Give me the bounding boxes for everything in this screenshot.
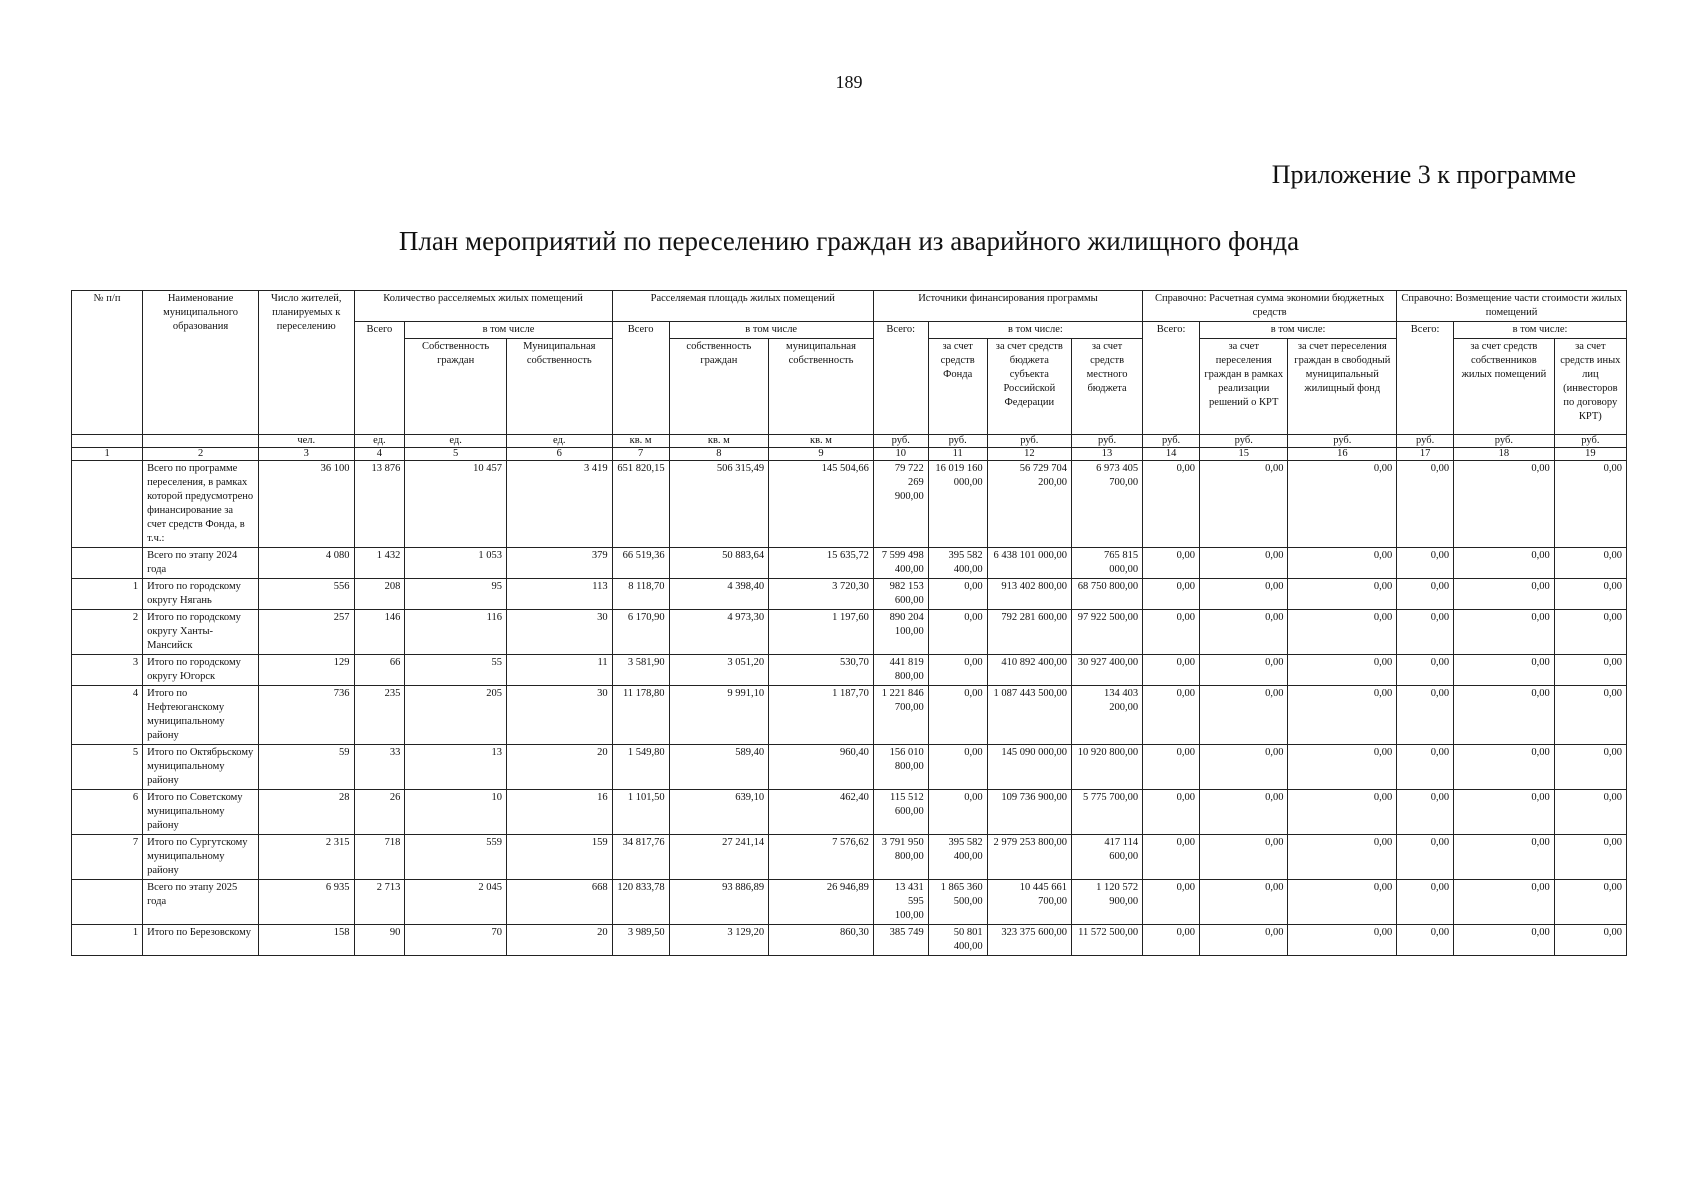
value-cell: 208 bbox=[354, 579, 405, 610]
header-num: № п/п bbox=[72, 291, 143, 435]
value-cell: 27 241,14 bbox=[669, 835, 769, 880]
unit-cell: руб. bbox=[928, 435, 987, 448]
value-cell: 0,00 bbox=[1143, 745, 1200, 790]
header-finance-group: Источники финансирования программы bbox=[873, 291, 1142, 322]
column-number: 19 bbox=[1554, 448, 1626, 461]
unit-cell: руб. bbox=[1554, 435, 1626, 448]
value-cell: 20 bbox=[506, 925, 612, 956]
value-cell: 0,00 bbox=[1288, 880, 1397, 925]
value-cell: 4 398,40 bbox=[669, 579, 769, 610]
value-cell: 556 bbox=[258, 579, 354, 610]
value-cell: 410 892 400,00 bbox=[987, 655, 1071, 686]
municipality-name-cell: Итого по Сургутскому муниципальному району bbox=[143, 835, 259, 880]
row-number-cell: 5 bbox=[72, 745, 143, 790]
value-cell: 50 801 400,00 bbox=[928, 925, 987, 956]
value-cell: 79 722 269 900,00 bbox=[873, 461, 928, 548]
unit-cell: ед. bbox=[506, 435, 612, 448]
municipality-name-cell: Итого по Березовскому bbox=[143, 925, 259, 956]
column-number: 10 bbox=[873, 448, 928, 461]
header-fund: за счет средств Фонда bbox=[928, 339, 987, 435]
value-cell: 0,00 bbox=[1454, 880, 1555, 925]
value-cell: 20 bbox=[506, 745, 612, 790]
value-cell: 6 438 101 000,00 bbox=[987, 548, 1071, 579]
value-cell: 6 170,90 bbox=[612, 610, 669, 655]
value-cell: 16 019 160 000,00 bbox=[928, 461, 987, 548]
header-residents: Число жителей, планируемых к переселению bbox=[258, 291, 354, 435]
column-number: 9 bbox=[769, 448, 874, 461]
value-cell: 145 090 000,00 bbox=[987, 745, 1071, 790]
value-cell: 30 bbox=[506, 686, 612, 745]
column-number: 17 bbox=[1397, 448, 1454, 461]
value-cell: 1 221 846 700,00 bbox=[873, 686, 928, 745]
value-cell: 134 403 200,00 bbox=[1071, 686, 1142, 745]
value-cell: 0,00 bbox=[1397, 610, 1454, 655]
header-area-municipal: муниципальная собственность bbox=[769, 339, 874, 435]
value-cell: 11 572 500,00 bbox=[1071, 925, 1142, 956]
value-cell: 66 bbox=[354, 655, 405, 686]
value-cell: 441 819 800,00 bbox=[873, 655, 928, 686]
value-cell: 0,00 bbox=[1454, 686, 1555, 745]
value-cell: 3 419 bbox=[506, 461, 612, 548]
unit-cell bbox=[72, 435, 143, 448]
unit-cell: ед. bbox=[405, 435, 507, 448]
header-compensation-including: в том числе: bbox=[1454, 322, 1627, 339]
value-cell: 0,00 bbox=[1200, 790, 1288, 835]
value-cell: 0,00 bbox=[1200, 686, 1288, 745]
header-area-total: Всего bbox=[612, 322, 669, 435]
column-number: 11 bbox=[928, 448, 987, 461]
table-row bbox=[72, 610, 1627, 655]
value-cell: 0,00 bbox=[1397, 655, 1454, 686]
value-cell: 0,00 bbox=[1397, 790, 1454, 835]
value-cell: 792 281 600,00 bbox=[987, 610, 1071, 655]
value-cell: 95 bbox=[405, 579, 507, 610]
resettlement-plan-table bbox=[71, 290, 1627, 956]
row-number-cell bbox=[72, 548, 143, 579]
table-row bbox=[72, 880, 1627, 925]
column-number: 1 bbox=[72, 448, 143, 461]
value-cell: 7 599 498 400,00 bbox=[873, 548, 928, 579]
value-cell: 0,00 bbox=[1288, 686, 1397, 745]
column-number: 7 bbox=[612, 448, 669, 461]
value-cell: 0,00 bbox=[1200, 880, 1288, 925]
table-body bbox=[72, 461, 1627, 956]
value-cell: 0,00 bbox=[1200, 745, 1288, 790]
value-cell: 0,00 bbox=[1454, 745, 1555, 790]
header-citizens-property: Собственность граждан bbox=[405, 339, 507, 435]
column-number: 6 bbox=[506, 448, 612, 461]
value-cell: 10 920 800,00 bbox=[1071, 745, 1142, 790]
value-cell: 0,00 bbox=[1143, 880, 1200, 925]
value-cell: 0,00 bbox=[928, 745, 987, 790]
unit-cell: руб. bbox=[987, 435, 1071, 448]
header-area-citizens: собственность граждан bbox=[669, 339, 769, 435]
value-cell: 0,00 bbox=[1143, 790, 1200, 835]
value-cell: 890 204 100,00 bbox=[873, 610, 928, 655]
value-cell: 668 bbox=[506, 880, 612, 925]
value-cell: 5 775 700,00 bbox=[1071, 790, 1142, 835]
value-cell: 765 815 000,00 bbox=[1071, 548, 1142, 579]
value-cell: 0,00 bbox=[1143, 579, 1200, 610]
value-cell: 0,00 bbox=[1143, 835, 1200, 880]
value-cell: 13 bbox=[405, 745, 507, 790]
header-finance-total: Всего: bbox=[873, 322, 928, 435]
value-cell: 26 bbox=[354, 790, 405, 835]
unit-cell: руб. bbox=[873, 435, 928, 448]
document-title: План мероприятий по переселению граждан из аварийного жилищного фонда bbox=[398, 226, 1300, 256]
header-subject-budget: за счет средств бюджета субъекта Российской Федерации bbox=[987, 339, 1071, 435]
value-cell: 257 bbox=[258, 610, 354, 655]
unit-cell: руб. bbox=[1200, 435, 1288, 448]
value-cell: 115 512 600,00 bbox=[873, 790, 928, 835]
header-area-including: в том числе bbox=[669, 322, 873, 339]
value-cell: 97 922 500,00 bbox=[1071, 610, 1142, 655]
header-area-group: Расселяемая площадь жилых помещений bbox=[612, 291, 873, 322]
value-cell: 0,00 bbox=[1143, 610, 1200, 655]
value-cell: 2 979 253 800,00 bbox=[987, 835, 1071, 880]
value-cell: 120 833,78 bbox=[612, 880, 669, 925]
value-cell: 90 bbox=[354, 925, 405, 956]
value-cell: 395 582 400,00 bbox=[928, 548, 987, 579]
table-row bbox=[72, 686, 1627, 745]
municipality-name-cell: Итого по городскому округу Югорск bbox=[143, 655, 259, 686]
header-compensation-group: Справочно: Возмещение части стоимости жилых помещений bbox=[1397, 291, 1627, 322]
header-municipal-property: Муниципальная собственность bbox=[506, 339, 612, 435]
row-number-cell bbox=[72, 880, 143, 925]
value-cell: 736 bbox=[258, 686, 354, 745]
value-cell: 50 883,64 bbox=[669, 548, 769, 579]
value-cell: 385 749 bbox=[873, 925, 928, 956]
value-cell: 0,00 bbox=[1143, 686, 1200, 745]
value-cell: 9 991,10 bbox=[669, 686, 769, 745]
value-cell: 0,00 bbox=[1288, 925, 1397, 956]
unit-cell: кв. м bbox=[612, 435, 669, 448]
value-cell: 0,00 bbox=[928, 610, 987, 655]
value-cell: 639,10 bbox=[669, 790, 769, 835]
row-number-cell: 2 bbox=[72, 610, 143, 655]
value-cell: 0,00 bbox=[1288, 461, 1397, 548]
value-cell: 960,40 bbox=[769, 745, 874, 790]
header-count-total: Всего bbox=[354, 322, 405, 435]
column-number: 12 bbox=[987, 448, 1071, 461]
value-cell: 0,00 bbox=[1554, 745, 1626, 790]
header-compensation-total: Всего: bbox=[1397, 322, 1454, 435]
value-cell: 0,00 bbox=[1397, 461, 1454, 548]
column-number: 3 bbox=[258, 448, 354, 461]
value-cell: 651 820,15 bbox=[612, 461, 669, 548]
value-cell: 0,00 bbox=[1554, 548, 1626, 579]
unit-cell: руб. bbox=[1288, 435, 1397, 448]
header-free-fund: за счет переселения граждан в свободный муниципальный жилищный фонд bbox=[1288, 339, 1397, 435]
value-cell: 0,00 bbox=[1143, 548, 1200, 579]
value-cell: 530,70 bbox=[769, 655, 874, 686]
value-cell: 235 bbox=[354, 686, 405, 745]
value-cell: 462,40 bbox=[769, 790, 874, 835]
value-cell: 3 051,20 bbox=[669, 655, 769, 686]
value-cell: 0,00 bbox=[928, 790, 987, 835]
value-cell: 0,00 bbox=[1554, 835, 1626, 880]
row-number-cell: 6 bbox=[72, 790, 143, 835]
value-cell: 0,00 bbox=[1554, 880, 1626, 925]
value-cell: 109 736 900,00 bbox=[987, 790, 1071, 835]
column-number: 16 bbox=[1288, 448, 1397, 461]
value-cell: 0,00 bbox=[1200, 835, 1288, 880]
municipality-name-cell: Всего по программе переселения, в рамках которой предусмотрено финансирование за счет средств Фонда, в т.ч.: bbox=[143, 461, 259, 548]
value-cell: 0,00 bbox=[1200, 579, 1288, 610]
table-row bbox=[72, 579, 1627, 610]
table-row bbox=[72, 655, 1627, 686]
value-cell: 36 100 bbox=[258, 461, 354, 548]
value-cell: 10 bbox=[405, 790, 507, 835]
value-cell: 0,00 bbox=[1454, 835, 1555, 880]
value-cell: 7 576,62 bbox=[769, 835, 874, 880]
value-cell: 0,00 bbox=[1200, 655, 1288, 686]
value-cell: 13 431 595 100,00 bbox=[873, 880, 928, 925]
unit-cell: кв. м bbox=[669, 435, 769, 448]
row-number-cell: 7 bbox=[72, 835, 143, 880]
value-cell: 417 114 600,00 bbox=[1071, 835, 1142, 880]
unit-cell: чел. bbox=[258, 435, 354, 448]
value-cell: 323 375 600,00 bbox=[987, 925, 1071, 956]
value-cell: 0,00 bbox=[1397, 835, 1454, 880]
value-cell: 395 582 400,00 bbox=[928, 835, 987, 880]
table-row bbox=[72, 835, 1627, 880]
value-cell: 0,00 bbox=[1454, 548, 1555, 579]
value-cell: 379 bbox=[506, 548, 612, 579]
value-cell: 0,00 bbox=[1554, 686, 1626, 745]
unit-cell: руб. bbox=[1397, 435, 1454, 448]
municipality-name-cell: Всего по этапу 2025 года bbox=[143, 880, 259, 925]
column-number: 5 bbox=[405, 448, 507, 461]
row-number-cell: 3 bbox=[72, 655, 143, 686]
row-number-cell: 4 bbox=[72, 686, 143, 745]
value-cell: 158 bbox=[258, 925, 354, 956]
value-cell: 559 bbox=[405, 835, 507, 880]
value-cell: 0,00 bbox=[1554, 790, 1626, 835]
unit-cell: кв. м bbox=[769, 435, 874, 448]
value-cell: 0,00 bbox=[1397, 686, 1454, 745]
value-cell: 1 187,70 bbox=[769, 686, 874, 745]
header-municipality: Наименование муниципального образования bbox=[143, 291, 259, 435]
value-cell: 30 bbox=[506, 610, 612, 655]
value-cell: 1 549,80 bbox=[612, 745, 669, 790]
value-cell: 4 080 bbox=[258, 548, 354, 579]
units-row bbox=[72, 435, 1627, 448]
value-cell: 1 087 443 500,00 bbox=[987, 686, 1071, 745]
row-number-cell bbox=[72, 461, 143, 548]
value-cell: 205 bbox=[405, 686, 507, 745]
value-cell: 0,00 bbox=[928, 686, 987, 745]
header-economy-group: Справочно: Расчетная сумма экономии бюджетных средств bbox=[1143, 291, 1397, 322]
value-cell: 0,00 bbox=[1397, 745, 1454, 790]
value-cell: 0,00 bbox=[1554, 461, 1626, 548]
value-cell: 0,00 bbox=[1554, 925, 1626, 956]
value-cell: 3 989,50 bbox=[612, 925, 669, 956]
value-cell: 2 045 bbox=[405, 880, 507, 925]
header-investors: за счет средств иных лиц (инвесторов по договору КРТ) bbox=[1554, 339, 1626, 435]
column-number-row bbox=[72, 448, 1627, 461]
value-cell: 913 402 800,00 bbox=[987, 579, 1071, 610]
municipality-name-cell: Итого по Октябрьскому муниципальному району bbox=[143, 745, 259, 790]
value-cell: 0,00 bbox=[928, 655, 987, 686]
unit-cell: руб. bbox=[1071, 435, 1142, 448]
page-number: 189 bbox=[835, 72, 863, 92]
value-cell: 0,00 bbox=[1454, 610, 1555, 655]
header-local-budget: за счет средств местного бюджета bbox=[1071, 339, 1142, 435]
value-cell: 718 bbox=[354, 835, 405, 880]
header-finance-including: в том числе: bbox=[928, 322, 1142, 339]
value-cell: 0,00 bbox=[1554, 655, 1626, 686]
value-cell: 1 053 bbox=[405, 548, 507, 579]
value-cell: 0,00 bbox=[928, 579, 987, 610]
value-cell: 0,00 bbox=[1554, 610, 1626, 655]
value-cell: 8 118,70 bbox=[612, 579, 669, 610]
value-cell: 6 935 bbox=[258, 880, 354, 925]
header-count-group: Количество расселяемых жилых помещений bbox=[354, 291, 612, 322]
value-cell: 0,00 bbox=[1288, 579, 1397, 610]
value-cell: 0,00 bbox=[1200, 925, 1288, 956]
value-cell: 145 504,66 bbox=[769, 461, 874, 548]
value-cell: 0,00 bbox=[1288, 548, 1397, 579]
value-cell: 56 729 704 200,00 bbox=[987, 461, 1071, 548]
column-number: 14 bbox=[1143, 448, 1200, 461]
unit-cell: руб. bbox=[1454, 435, 1555, 448]
column-number: 4 bbox=[354, 448, 405, 461]
value-cell: 16 bbox=[506, 790, 612, 835]
value-cell: 0,00 bbox=[1397, 925, 1454, 956]
value-cell: 0,00 bbox=[1288, 790, 1397, 835]
municipality-name-cell: Итого по Советскому муниципальному району bbox=[143, 790, 259, 835]
value-cell: 34 817,76 bbox=[612, 835, 669, 880]
municipality-name-cell: Итого по Нефтеюганскому муниципальному району bbox=[143, 686, 259, 745]
value-cell: 55 bbox=[405, 655, 507, 686]
value-cell: 30 927 400,00 bbox=[1071, 655, 1142, 686]
value-cell: 1 432 bbox=[354, 548, 405, 579]
value-cell: 28 bbox=[258, 790, 354, 835]
value-cell: 0,00 bbox=[1143, 655, 1200, 686]
table-row bbox=[72, 745, 1627, 790]
value-cell: 2 713 bbox=[354, 880, 405, 925]
value-cell: 1 101,50 bbox=[612, 790, 669, 835]
value-cell: 0,00 bbox=[1143, 925, 1200, 956]
column-number: 2 bbox=[143, 448, 259, 461]
value-cell: 0,00 bbox=[1288, 835, 1397, 880]
municipality-name-cell: Итого по городскому округу Нягань bbox=[143, 579, 259, 610]
value-cell: 93 886,89 bbox=[669, 880, 769, 925]
value-cell: 116 bbox=[405, 610, 507, 655]
value-cell: 0,00 bbox=[1454, 655, 1555, 686]
value-cell: 0,00 bbox=[1397, 548, 1454, 579]
table-row bbox=[72, 925, 1627, 956]
value-cell: 0,00 bbox=[1454, 925, 1555, 956]
value-cell: 0,00 bbox=[1288, 610, 1397, 655]
value-cell: 0,00 bbox=[1454, 579, 1555, 610]
value-cell: 0,00 bbox=[1143, 461, 1200, 548]
value-cell: 15 635,72 bbox=[769, 548, 874, 579]
value-cell: 159 bbox=[506, 835, 612, 880]
header-krt: за счет переселения граждан в рамках реализации решений о КРТ bbox=[1200, 339, 1288, 435]
value-cell: 3 791 950 800,00 bbox=[873, 835, 928, 880]
value-cell: 59 bbox=[258, 745, 354, 790]
header-count-including: в том числе bbox=[405, 322, 612, 339]
value-cell: 1 120 572 900,00 bbox=[1071, 880, 1142, 925]
value-cell: 0,00 bbox=[1200, 461, 1288, 548]
value-cell: 129 bbox=[258, 655, 354, 686]
value-cell: 1 865 360 500,00 bbox=[928, 880, 987, 925]
value-cell: 0,00 bbox=[1554, 579, 1626, 610]
row-number-cell: 1 bbox=[72, 579, 143, 610]
value-cell: 66 519,36 bbox=[612, 548, 669, 579]
value-cell: 1 197,60 bbox=[769, 610, 874, 655]
header-economy-including: в том числе: bbox=[1200, 322, 1397, 339]
unit-cell: руб. bbox=[1143, 435, 1200, 448]
unit-cell: ед. bbox=[354, 435, 405, 448]
value-cell: 10 457 bbox=[405, 461, 507, 548]
header-owners: за счет средств собственников жилых помещений bbox=[1454, 339, 1555, 435]
column-number: 15 bbox=[1200, 448, 1288, 461]
value-cell: 0,00 bbox=[1200, 610, 1288, 655]
value-cell: 10 445 661 700,00 bbox=[987, 880, 1071, 925]
value-cell: 589,40 bbox=[669, 745, 769, 790]
municipality-name-cell: Всего по этапу 2024 года bbox=[143, 548, 259, 579]
column-number: 18 bbox=[1454, 448, 1555, 461]
value-cell: 2 315 bbox=[258, 835, 354, 880]
value-cell: 982 153 600,00 bbox=[873, 579, 928, 610]
value-cell: 506 315,49 bbox=[669, 461, 769, 548]
value-cell: 6 973 405 700,00 bbox=[1071, 461, 1142, 548]
row-number-cell: 1 bbox=[72, 925, 143, 956]
table-row bbox=[72, 790, 1627, 835]
value-cell: 70 bbox=[405, 925, 507, 956]
value-cell: 3 129,20 bbox=[669, 925, 769, 956]
value-cell: 0,00 bbox=[1397, 880, 1454, 925]
value-cell: 33 bbox=[354, 745, 405, 790]
value-cell: 0,00 bbox=[1454, 461, 1555, 548]
value-cell: 0,00 bbox=[1454, 790, 1555, 835]
column-number: 8 bbox=[669, 448, 769, 461]
value-cell: 11 bbox=[506, 655, 612, 686]
value-cell: 0,00 bbox=[1397, 579, 1454, 610]
value-cell: 4 973,30 bbox=[669, 610, 769, 655]
municipality-name-cell: Итого по городскому округу Ханты-Мансийск bbox=[143, 610, 259, 655]
value-cell: 0,00 bbox=[1200, 548, 1288, 579]
value-cell: 0,00 bbox=[1288, 745, 1397, 790]
unit-cell bbox=[143, 435, 259, 448]
value-cell: 3 581,90 bbox=[612, 655, 669, 686]
value-cell: 13 876 bbox=[354, 461, 405, 548]
value-cell: 68 750 800,00 bbox=[1071, 579, 1142, 610]
value-cell: 11 178,80 bbox=[612, 686, 669, 745]
value-cell: 146 bbox=[354, 610, 405, 655]
value-cell: 156 010 800,00 bbox=[873, 745, 928, 790]
value-cell: 3 720,30 bbox=[769, 579, 874, 610]
value-cell: 113 bbox=[506, 579, 612, 610]
value-cell: 0,00 bbox=[1288, 655, 1397, 686]
value-cell: 26 946,89 bbox=[769, 880, 874, 925]
appendix-label: Приложение 3 к программе bbox=[1271, 160, 1576, 189]
value-cell: 860,30 bbox=[769, 925, 874, 956]
table-row bbox=[72, 548, 1627, 579]
table-row bbox=[72, 461, 1627, 548]
column-number: 13 bbox=[1071, 448, 1142, 461]
header-economy-total: Всего: bbox=[1143, 322, 1200, 435]
